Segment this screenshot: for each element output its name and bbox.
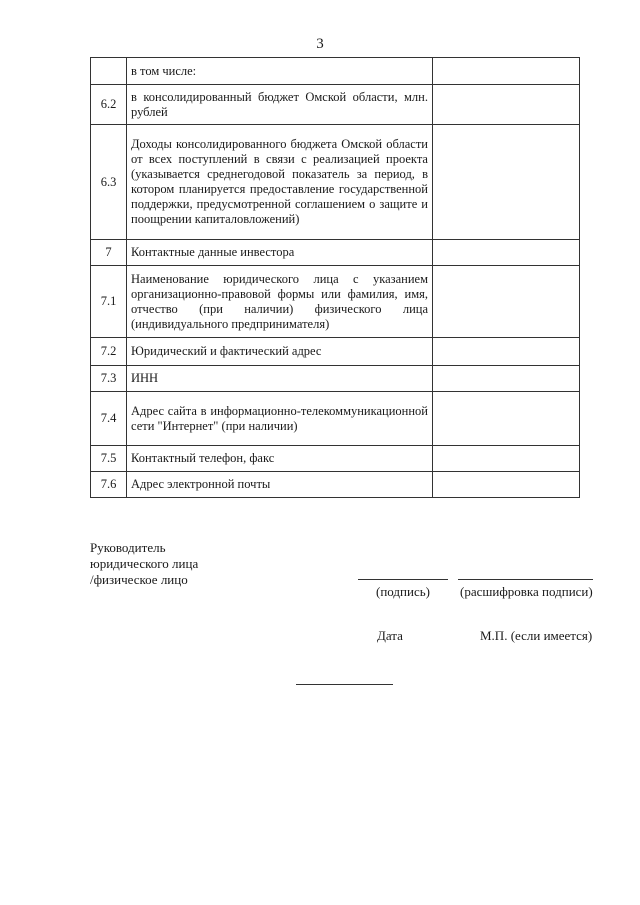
- table-row: [91, 85, 580, 125]
- row-value-cell[interactable]: [433, 338, 580, 366]
- row-value-cell[interactable]: [433, 125, 580, 240]
- row-description: Юридический и фактический адрес: [127, 338, 433, 366]
- page-number: 3: [316, 36, 324, 52]
- table-row: [91, 125, 580, 240]
- row-number: 7.5: [91, 446, 127, 472]
- signatory-role-line-3: /физическое лицо: [90, 572, 188, 587]
- table-row: [91, 266, 580, 338]
- table-row: [91, 366, 580, 392]
- signature-caption: (подпись): [376, 584, 430, 599]
- row-number: 7.3: [91, 366, 127, 392]
- row-number: 7.1: [91, 266, 127, 338]
- row-description: в консолидированный бюджет Омской области, млн. рублей: [127, 85, 433, 125]
- table-row: [91, 338, 580, 366]
- row-number: 6.3: [91, 125, 127, 240]
- row-number: 7.4: [91, 392, 127, 446]
- row-description: Наименование юридического лица с указанием организационно-правовой формы или фамилия, имя, отчество (при наличии) физического лица (индивидуального предпринимателя): [127, 266, 433, 338]
- row-number: 7.6: [91, 472, 127, 498]
- date-label: Дата: [377, 628, 403, 643]
- table-row: [91, 446, 580, 472]
- signature-decoding-caption: (расшифровка подписи): [460, 584, 593, 599]
- row-value-cell[interactable]: [433, 446, 580, 472]
- signature-decoding-line: [458, 579, 593, 580]
- row-value-cell[interactable]: [433, 266, 580, 338]
- row-description: Адрес электронной почты: [127, 472, 433, 498]
- row-number: 7: [91, 240, 127, 266]
- signatory-role-line-2: юридического лица: [90, 556, 199, 571]
- end-of-document-rule: [296, 684, 393, 685]
- row-value-cell[interactable]: [433, 240, 580, 266]
- row-number: 7.2: [91, 338, 127, 366]
- signature-line: [358, 579, 448, 580]
- table-body: [91, 58, 580, 498]
- signatory-role: [90, 540, 198, 588]
- row-description: Адрес сайта в информационно-телекоммуникационной сети "Интернет" (при наличии): [127, 392, 433, 446]
- signatory-role-line-1: Руководитель: [90, 540, 166, 555]
- row-value-cell[interactable]: [433, 85, 580, 125]
- row-number: [91, 58, 127, 85]
- investor-data-table: [90, 57, 580, 498]
- row-description: в том числе:: [127, 58, 433, 85]
- row-value-cell[interactable]: [433, 366, 580, 392]
- table-row: [91, 58, 580, 85]
- row-value-cell[interactable]: [433, 472, 580, 498]
- row-description: Доходы консолидированного бюджета Омской области от всех поступлений в связи с реализацией проекта (указывается среднегодовой показатель за период, в котором планируется предоставление государственной поддержки, предусмотренной соглашением о защите и поощрении капиталовложений): [127, 125, 433, 240]
- row-number: 6.2: [91, 85, 127, 125]
- table-row: [91, 392, 580, 446]
- row-description: Контактный телефон, факс: [127, 446, 433, 472]
- table-row: [91, 240, 580, 266]
- table-row: [91, 472, 580, 498]
- row-value-cell[interactable]: [433, 392, 580, 446]
- section-heading: Контактные данные инвестора: [127, 240, 433, 266]
- row-value-cell[interactable]: [433, 58, 580, 85]
- row-description: ИНН: [127, 366, 433, 392]
- stamp-label: М.П. (если имеется): [480, 628, 593, 643]
